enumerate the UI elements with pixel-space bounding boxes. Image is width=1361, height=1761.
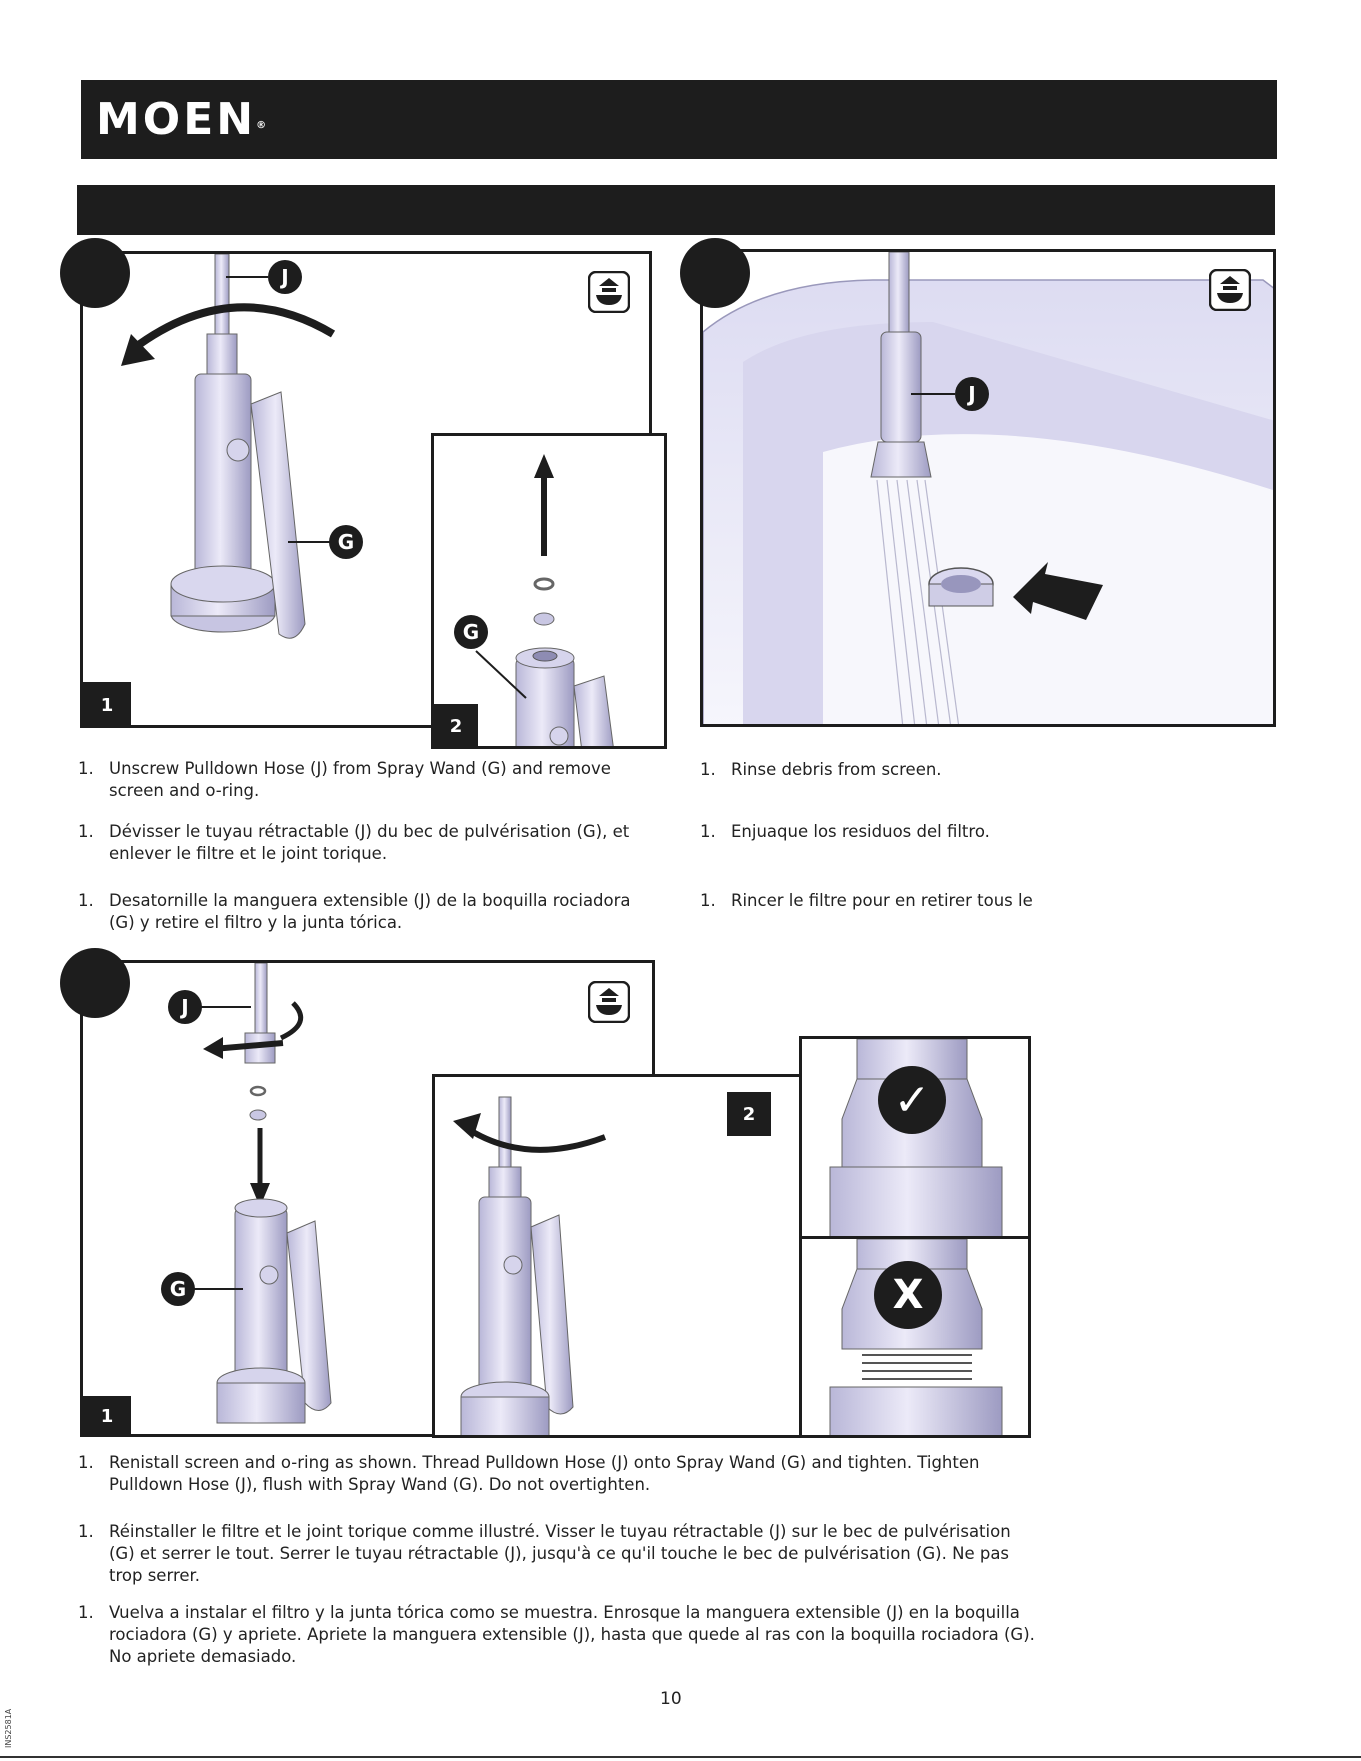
correct-example-panel — [799, 1036, 1031, 1239]
label-g-callout: G — [161, 1272, 195, 1306]
step-c-panel-2 — [432, 1074, 804, 1438]
cleaning-icon — [588, 271, 630, 313]
panel-number-badge: 2 — [434, 704, 478, 749]
step-a-panel-2 — [431, 433, 667, 749]
incorrect-example-panel — [799, 1236, 1031, 1438]
step-a-instruction-en: 1. Unscrew Pulldown Hose (J) from Spray Wand (G) and remove screen and o-ring. — [78, 759, 611, 800]
label-g-callout: G — [329, 525, 363, 559]
label-j-callout: J — [168, 990, 202, 1024]
step-b-instruction-es: 1. Enjuaque los residuos del filtro. — [700, 822, 990, 841]
side-document-code: INS2581A — [4, 1708, 13, 1748]
step-c-instruction-fr: 1. Réinstaller le filtre et le joint torique comme illustré. Visser le tuyau rétractable (J) sur le bec de pulvérisation (G) et serrer le tout. Serrer le tuyau rétractable (J), jusqu'à ce qu'il touche le bec de pulvérisation (G). Ne pas trop serrer. — [78, 1522, 1011, 1585]
step-a-instruction-es: 1. Desatornille la manguera extensible (J) de la boquilla rociadora (G) y retire el filtro y la junta tórica. — [78, 891, 631, 932]
brand-logo: MOEN® — [96, 94, 267, 145]
bottom-rule — [0, 1756, 1361, 1758]
step-a-instruction-fr: 1. Dévisser le tuyau rétractable (J) du bec de pulvérisation (G), et enlever le filtre et le joint torique. — [78, 822, 630, 863]
step-c-instruction-es: 1. Vuelva a instalar el filtro y la junta tórica como se muestra. Enrosque la manguera extensible (J) en la boquilla rociadora (G) y apriete. Apriete la manguera extensible (J), hasta que quede al ras con la boquilla rociadora (G). No apriete demasiado. — [78, 1603, 1035, 1666]
x-mark-icon: X — [874, 1261, 942, 1329]
page-number: 10 — [660, 1689, 682, 1709]
rinse-screen-illustration — [703, 252, 1276, 727]
step-c-instruction-en: 1. Renistall screen and o-ring as shown. Thread Pulldown Hose (J) onto Spray Wand (G) and tighten. Tighten Pulldown Hose (J), flush with Spray Wand (G). Do not overtighten. — [78, 1453, 980, 1494]
step-b-panel — [700, 249, 1276, 727]
step-a-circle — [60, 238, 130, 308]
cleaning-icon — [1209, 269, 1251, 311]
panel-number-badge: 1 — [83, 682, 131, 728]
label-j-callout: J — [268, 260, 302, 294]
step-b-circle — [680, 238, 750, 308]
label-j-callout: J — [955, 377, 989, 411]
panel-number-badge: 1 — [83, 1396, 131, 1437]
checkmark-icon: ✓ — [878, 1066, 946, 1134]
step-b-instruction-fr: 1. Rincer le filtre pour en retirer tous le — [700, 891, 1033, 910]
label-g-callout: G — [454, 615, 488, 649]
cleaning-icon — [588, 981, 630, 1023]
section-title-bar — [77, 185, 1275, 235]
panel-number-badge: 2 — [727, 1092, 771, 1136]
step-c-circle — [60, 948, 130, 1018]
step-b-instruction-en: 1. Rinse debris from screen. — [700, 760, 942, 779]
screen-removal-illustration — [434, 436, 667, 749]
